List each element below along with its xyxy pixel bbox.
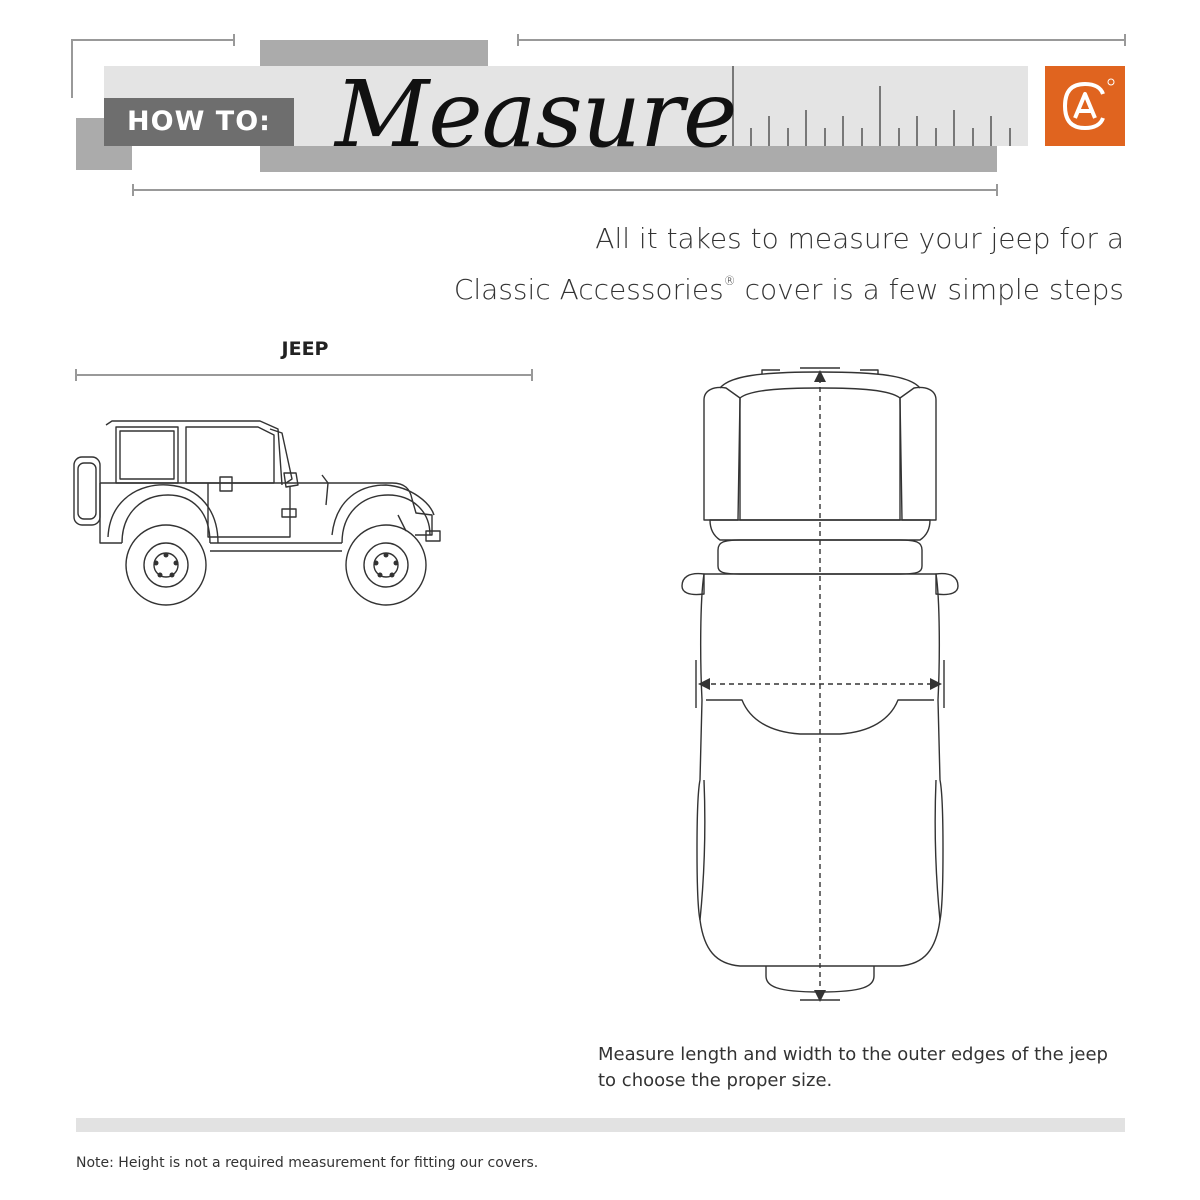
side-view-label: JEEP <box>281 338 329 360</box>
intro-text <box>364 218 1124 311</box>
width-arrow-left-icon <box>698 678 710 690</box>
width-arrow-right-icon <box>930 678 942 690</box>
brand-logo <box>1045 66 1125 146</box>
footer-note: Note: Height is not a required measurement for fitting our covers. <box>76 1155 539 1171</box>
intro-brand: Classic Accessories <box>453 273 724 306</box>
how-to-label: HOW TO: <box>104 98 294 146</box>
intro-line-2 <box>364 260 1124 311</box>
jeep-side-view-illustration <box>60 365 550 615</box>
intro-line-1: All it takes to measure your jeep for a <box>595 222 1124 255</box>
classic-accessories-ca-logo-icon <box>1045 66 1125 146</box>
page-title: Measure <box>335 61 737 168</box>
registered-mark: ® <box>723 274 736 288</box>
jeep-top-view-illustration <box>670 360 970 1010</box>
measurement-caption: Measure length and width to the outer edges of the jeep to choose the proper size. <box>598 1044 1108 1091</box>
footer-divider <box>76 1118 1125 1132</box>
intro-line-2-rest: cover is a few simple steps <box>735 273 1124 306</box>
